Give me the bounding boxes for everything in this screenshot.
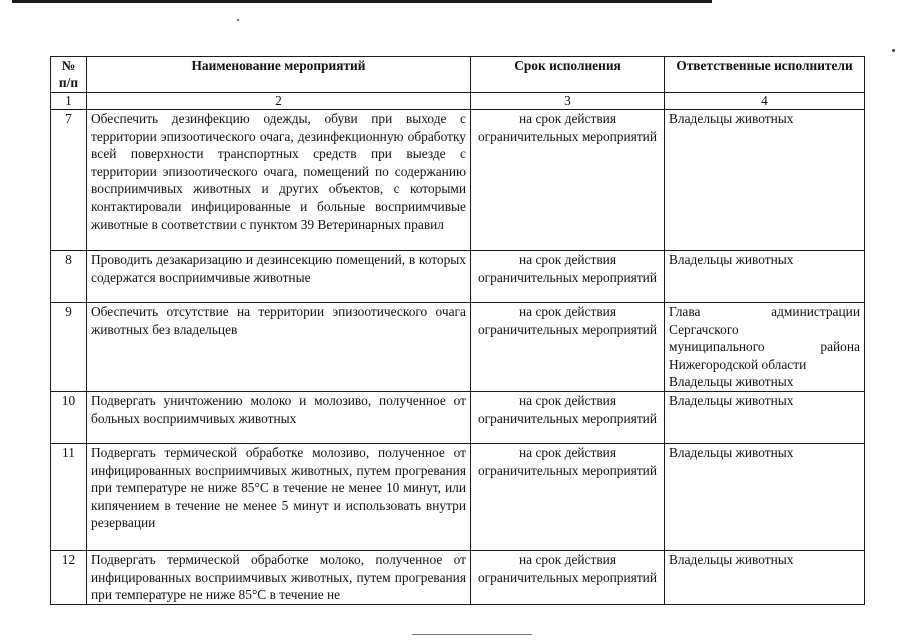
scan-top-border — [12, 0, 712, 3]
column-index-row — [51, 93, 865, 110]
row-term: на срок действия ограничительных мероприятий — [471, 551, 665, 605]
responsible-line: Владельцы животных — [669, 393, 794, 408]
row-term: на срок действия ограничительных мероприятий — [471, 251, 665, 303]
table-row — [51, 444, 865, 551]
scan-speck — [892, 49, 895, 52]
row-task: Подвергать уничтожению молоко и молозиво, полученное от больных восприимчивых животных — [87, 392, 471, 444]
row-responsible — [665, 444, 865, 551]
table-row — [51, 110, 865, 251]
column-index: 1 — [51, 93, 87, 110]
row-task: Проводить дезакаризацию и дезинсекцию помещений, в которых содержатся восприимчивые животные — [87, 251, 471, 303]
measures-table — [50, 56, 865, 605]
row-task: Подвергать термической обработке молозиво, полученное от инфицированных восприимчивых животных, путем прогревания при температуре не ниже 85°С в течение не менее 10 минут, или кипячением в течение не менее 5 минут и использовать внутри резервации — [87, 444, 471, 551]
table-header-row — [51, 57, 865, 93]
responsible-line: Глава администрации — [669, 304, 860, 319]
row-task: Обеспечить отсутствие на территории эпизоотического очага животных без владельцев — [87, 303, 471, 392]
row-responsible — [665, 110, 865, 251]
row-number: 7 — [51, 110, 87, 251]
scan-bottom-mark — [412, 634, 532, 635]
row-term: на срок действия ограничительных мероприятий — [471, 110, 665, 251]
row-term: на срок действия ограничительных мероприятий — [471, 392, 665, 444]
header-responsible: Ответственные исполнители — [665, 57, 865, 93]
row-task: Обеспечить дезинфекцию одежды, обуви при выходе с территории эпизоотического очага, дезинфекционную обработку всей поверхности транспортных средств при выезде с территории эпизоотического очага, помещений по содержанию восприимчивых животных и других объектов, с которыми контактировали инфицированные и больные восприимчивые животные в соответствии с пунктом 39 Ветеринарных правил — [87, 110, 471, 251]
row-number: 8 — [51, 251, 87, 303]
responsible-line: Сергачского — [669, 321, 739, 337]
responsible-line: Владельцы животных — [669, 374, 794, 390]
header-name: Наименование мероприятий — [87, 57, 471, 93]
table-row — [51, 251, 865, 303]
row-number: 9 — [51, 303, 87, 392]
row-number: 11 — [51, 444, 87, 551]
row-responsible — [665, 251, 865, 303]
column-index: 3 — [471, 93, 665, 110]
responsible-line: Владельцы животных — [669, 252, 794, 267]
row-term: на срок действия ограничительных мероприятий — [471, 303, 665, 392]
column-index: 4 — [665, 93, 865, 110]
table-row — [51, 551, 865, 605]
row-responsible — [665, 392, 865, 444]
row-number: 10 — [51, 392, 87, 444]
column-index: 2 — [87, 93, 471, 110]
row-task: Подвергать термической обработке молоко, полученное от инфицированных восприимчивых животных, путем прогревания при температуре не ниже 85°С в течение не — [87, 551, 471, 605]
table-row — [51, 303, 865, 392]
responsible-line: Владельцы животных — [669, 111, 794, 126]
scan-speck — [237, 19, 239, 21]
responsible-line: Нижегородской области — [669, 356, 807, 372]
row-responsible — [665, 551, 865, 605]
table-row — [51, 392, 865, 444]
row-number: 12 — [51, 551, 87, 605]
row-responsible — [665, 303, 865, 392]
responsible-line: муниципального района — [669, 339, 860, 355]
row-term: на срок действия ограничительных мероприятий — [471, 444, 665, 551]
responsible-line: Владельцы животных — [669, 445, 794, 460]
responsible-line: Владельцы животных — [669, 552, 794, 567]
header-num: № п/п — [51, 57, 87, 93]
header-term: Срок исполнения — [471, 57, 665, 93]
